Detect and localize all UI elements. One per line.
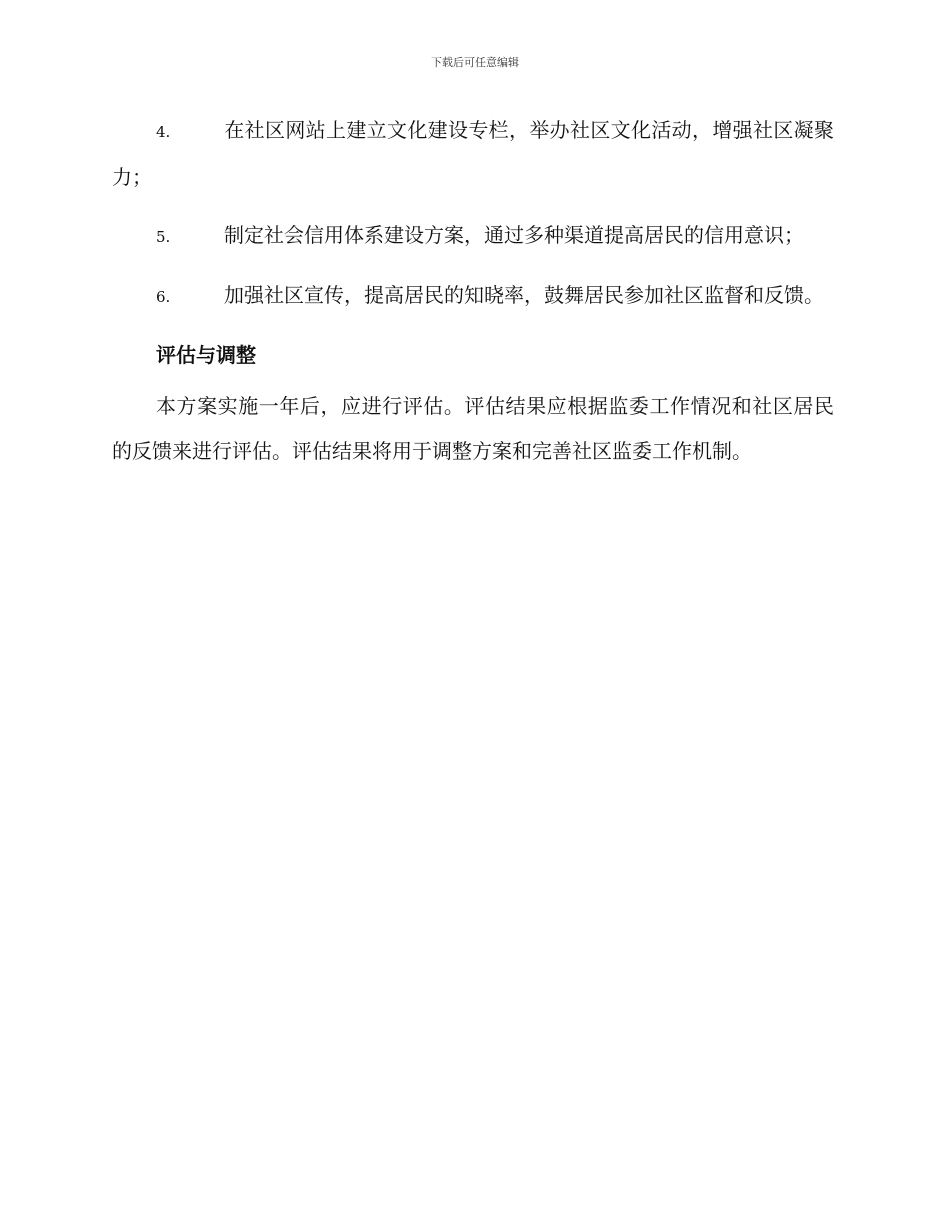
list-item xyxy=(112,108,834,200)
section-heading: 评估与调整 xyxy=(156,343,256,367)
list-item-text: 在社区网站上建立文化建设专栏，举办社区文化活动，增强社区凝聚力； xyxy=(112,118,834,189)
document-body xyxy=(112,108,834,474)
header-note: 下载后可任意编辑 xyxy=(431,56,519,69)
list-item-number: 4. xyxy=(156,123,171,141)
list-item-number: 5. xyxy=(156,228,171,246)
list-item-text: 加强社区宣传，提高居民的知晓率，鼓舞居民参加社区监督和反馈。 xyxy=(224,283,824,307)
list-item xyxy=(112,273,834,320)
list-item-number: 6. xyxy=(156,288,171,306)
list-item xyxy=(112,213,834,260)
list-item-text: 制定社会信用体系建设方案，通过多种渠道提高居民的信用意识； xyxy=(224,223,804,247)
section-paragraph: 本方案实施一年后，应进行评估。评估结果应根据监委工作情况和社区居民的反馈来进行评估。评估结果将用于调整方案和完善社区监委工作机制。 xyxy=(112,394,834,463)
